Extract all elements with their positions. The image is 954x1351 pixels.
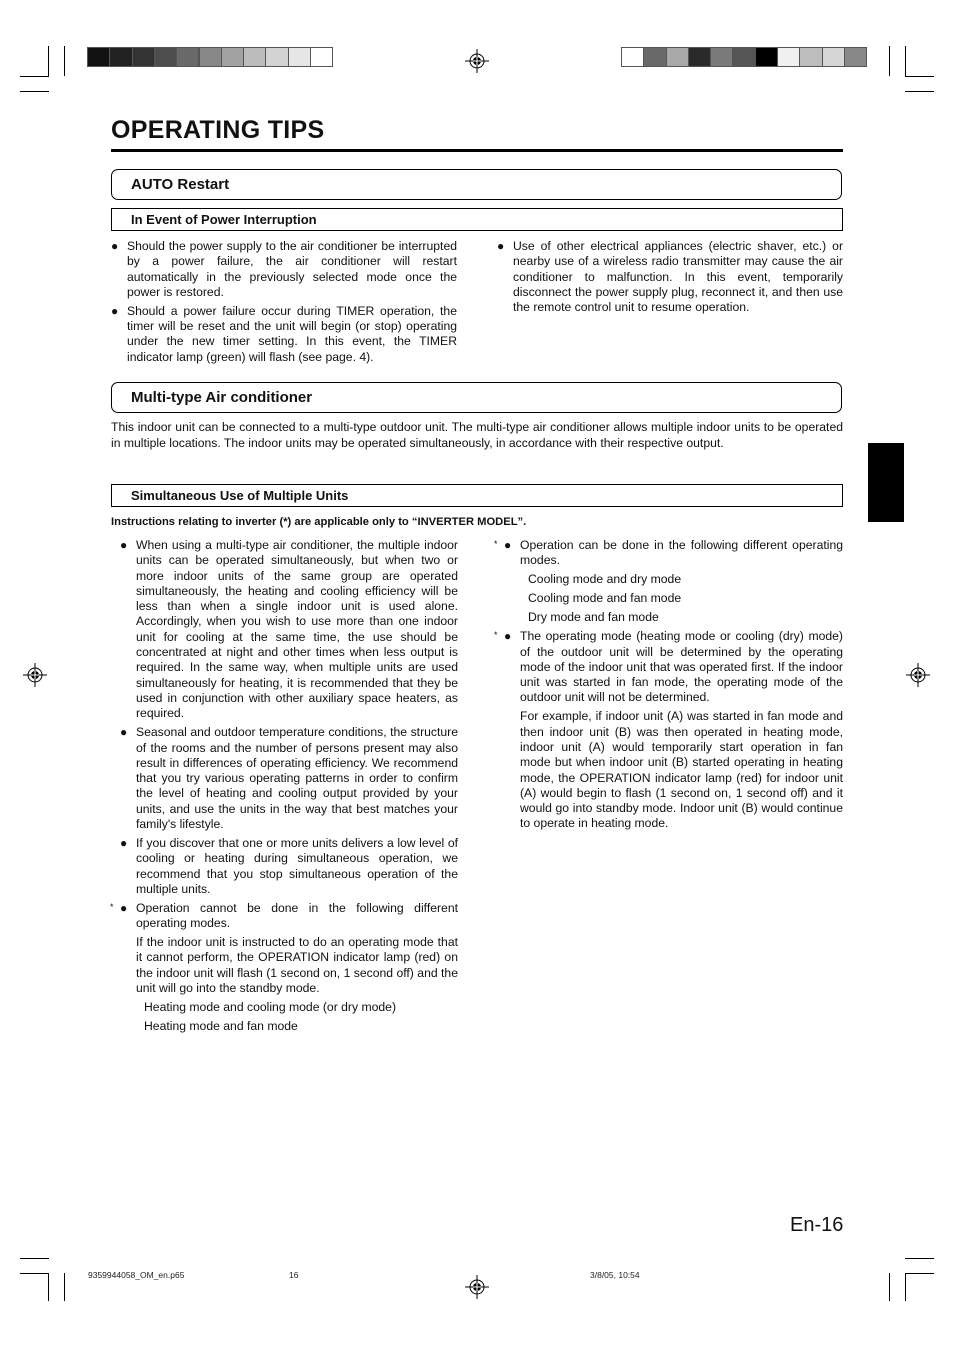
footer-page: 16: [289, 1270, 299, 1280]
crop-mark-icon: [20, 91, 49, 92]
multi-type-right-column: [494, 538, 843, 836]
crop-mark-icon: [20, 1273, 49, 1274]
color-swatch: [710, 47, 733, 67]
color-swatch: [755, 47, 778, 67]
inverter-star-mark: *: [110, 901, 114, 912]
registration-mark-icon: [465, 1275, 489, 1299]
color-swatch: [154, 47, 177, 67]
color-swatch: [265, 47, 288, 67]
list-item: ● Should a power failure occur during TIMER operation, the timer will be reset and the unit will begin (or stop) operating under the new timer setting. In this event, the TIMER indicator lamp (green) will flash (see page. 4).: [111, 303, 457, 364]
crop-mark-icon: [20, 1258, 49, 1259]
paragraph: For example, if indoor unit (A) was started in fan mode and then indoor unit (B) was then operated in heating mode, indoor unit (A) would temporarily start operation in fan mode but when indoor unit (B) started operating in heating mode, the OPERATION indicator lamp (red) for indoor unit (A) would begin to flash (1 second on, 1 second off) and it would go into standby mode. Indoor unit (B) would continue to operate in heating mode.: [520, 709, 843, 831]
mode-line: Cooling mode and dry mode: [528, 572, 682, 587]
bullet-icon: ●: [504, 629, 512, 644]
bullet-icon: ●: [111, 239, 119, 253]
paragraph: If the indoor unit is instructed to do an operating mode that it cannot perform, the OPERATION indicator lamp (red) on the indoor unit will flash (1 second on, 1 second off) and the unit will go into the standby mode.: [136, 935, 458, 996]
crop-mark-icon: [64, 46, 65, 76]
color-swatch: [310, 47, 333, 67]
auto-restart-left-column: [111, 239, 457, 369]
crop-mark-icon: [48, 46, 49, 76]
color-swatch: [777, 47, 800, 67]
section-heading-text: Multi-type Air conditioner: [131, 389, 313, 406]
bullet-icon: ●: [504, 538, 512, 552]
list-item: ● If you discover that one or more units delivers a low level of cooling or heating during simultaneous operation, we recommend that you stop simultaneous operation of the multiple units.: [120, 836, 458, 896]
color-swatch: [109, 47, 132, 67]
crop-mark-icon: [905, 1258, 934, 1259]
subheading-text: Simultaneous Use of Multiple Units: [131, 488, 349, 503]
mode-line: Heating mode and cooling mode (or dry mode): [144, 1000, 397, 1015]
bullet-icon: ●: [120, 725, 128, 740]
color-swatch: [799, 47, 822, 67]
list-item-inverter: * ● The operating mode (heating mode or cooling (dry) mode) of the outdoor unit will be determined by the operating mode of the indoor unit that was operated first. If the indoor unit was started in fan mode, the operating mode of the outdoor unit will not be determined.: [494, 629, 843, 705]
section-heading-auto-restart: [111, 169, 842, 200]
color-swatch: [733, 47, 756, 67]
color-swatch: [199, 47, 222, 67]
crop-mark-icon: [905, 76, 934, 77]
crop-mark-icon: [905, 91, 934, 92]
bullet-icon: ●: [120, 900, 128, 915]
section-heading-text: AUTO Restart: [131, 176, 230, 193]
list-item-inverter: * ● Operation cannot be done in the following different operating modes.: [110, 900, 458, 931]
subheading-simultaneous-use: [111, 484, 843, 507]
section-heading-multi-type: [111, 382, 842, 413]
color-swatch: [822, 47, 845, 67]
color-swatch: [666, 47, 689, 67]
title-rule: [111, 149, 843, 152]
multi-type-intro: This indoor unit can be connected to a multi-type outdoor unit. The multi-type air conditioner allows multiple indoor units to be operated in multiple locations. The indoor units may be operated simultaneously, in accordance with their respective output.: [111, 420, 843, 450]
inverter-star-mark: *: [494, 630, 498, 641]
crop-mark-icon: [905, 1273, 934, 1274]
bullet-icon: ●: [111, 303, 119, 318]
color-swatch: [288, 47, 311, 67]
inverter-star-mark: *: [494, 539, 498, 549]
inverter-instructions: Instructions relating to inverter (*) are applicable only to “INVERTER MODEL”.: [111, 516, 527, 528]
crop-mark-icon: [905, 46, 906, 76]
list-item: ● Should the power supply to the air conditioner be interrupted by a power failure, the air conditioner will restart automatically in the previously selected mode once the power is restored.: [111, 239, 457, 299]
color-swatch: [844, 47, 867, 67]
bullet-icon: ●: [120, 836, 128, 851]
list-item: ● Seasonal and outdoor temperature conditions, the structure of the rooms and the number of persons present may also result in differences of operating efficiency. We recommend that you try various operating patterns in order to confirm the level of heating and cooling output provided by your units, and use the units in the way that best matches your family's lifestyle.: [120, 725, 458, 832]
color-swatch: [243, 47, 266, 67]
bullet-icon: ●: [120, 538, 128, 552]
multi-type-left-column: [110, 538, 458, 1038]
crop-mark-icon: [20, 76, 49, 77]
color-swatch: [621, 47, 644, 67]
footer-date: 3/8/05, 10:54: [590, 1270, 640, 1280]
color-swatch: [176, 47, 199, 67]
mode-line: Cooling mode and fan mode: [528, 591, 682, 606]
color-swatch: [132, 47, 155, 67]
crop-mark-icon: [48, 1273, 49, 1301]
registration-mark-icon: [906, 663, 930, 687]
color-swatch: [688, 47, 711, 67]
auto-restart-right-column: [497, 239, 843, 319]
color-swatch: [87, 47, 110, 67]
bullet-icon: ●: [497, 239, 505, 253]
page-number: En-16: [790, 1214, 844, 1236]
crop-mark-icon: [889, 1273, 890, 1301]
list-item-inverter: * ● Operation can be done in the following different operating modes.: [494, 538, 843, 568]
subheading-power-interruption: [111, 208, 843, 231]
crop-mark-icon: [905, 1273, 906, 1301]
subheading-text: In Event of Power Interruption: [131, 212, 317, 227]
registration-mark-icon: [465, 49, 489, 73]
page-title: OPERATING TIPS: [111, 116, 325, 144]
footer-file-name: 9359944058_OM_en.p65: [88, 1270, 185, 1280]
color-swatch: [221, 47, 244, 67]
mode-line: Heating mode and fan mode: [144, 1019, 298, 1034]
list-item: ● Use of other electrical appliances (electric shaver, etc.) or nearby use of a wireless radio transmitter may cause the air conditioner to malfunction. In this event, temporarily disconnect the power supply plug, reconnect it, and then use the remote control unit to resume operation.: [497, 239, 843, 315]
crop-mark-icon: [889, 46, 890, 76]
side-tab: [868, 443, 904, 522]
mode-line: Dry mode and fan mode: [528, 610, 659, 625]
list-item: ● When using a multi-type air conditioner, the multiple indoor units can be operated simultaneously, but when two or more indoor units of the same group are operated simultaneously, the heating and cooling efficiency will be less than when a single indoor unit is used alone. Accordingly, when you wish to use more than one indoor unit for cooling at the same time, the use should be concentrated at night and other times when less output is required. In the same way, when multiple units are used simultaneously for heating, it is recommended that they be used in conjunction with other auxiliary space heaters, as required.: [120, 538, 458, 721]
registration-mark-icon: [23, 663, 47, 687]
color-swatch: [643, 47, 666, 67]
crop-mark-icon: [64, 1273, 65, 1301]
